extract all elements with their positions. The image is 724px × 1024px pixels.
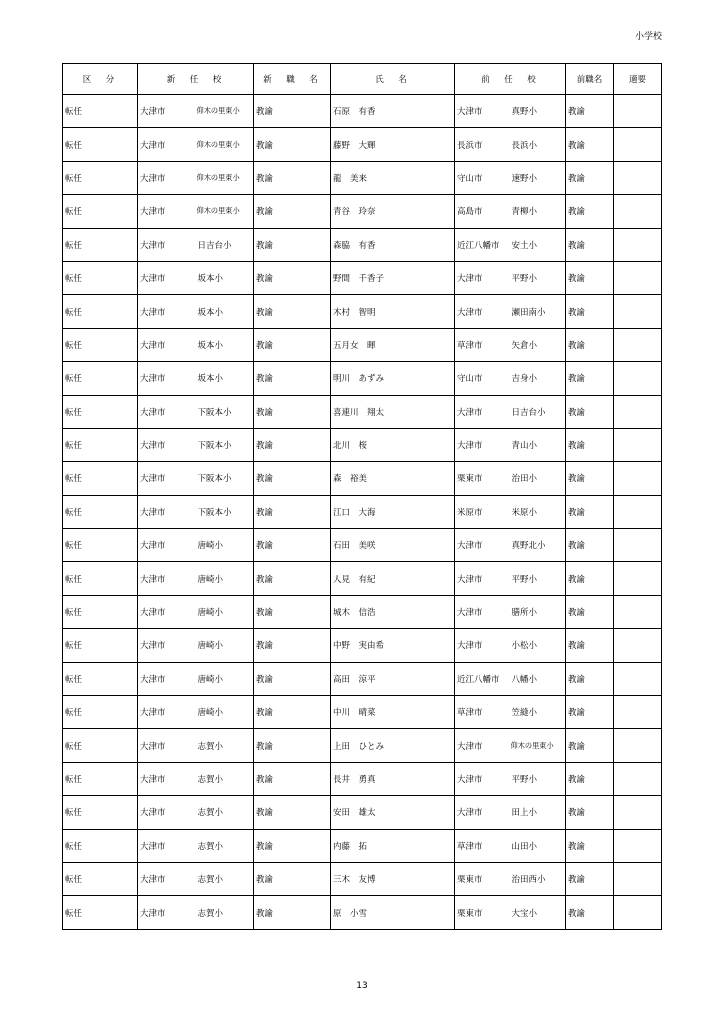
cell-name: 長井 勇真	[331, 762, 455, 795]
table-row	[63, 495, 662, 528]
cell-name: 五月女 暉	[331, 328, 455, 361]
cell-prev-city: 米原市	[455, 495, 510, 528]
table-row	[63, 662, 662, 695]
cell-kubun: 転任	[63, 261, 138, 294]
cell-new-title: 教諭	[254, 629, 331, 662]
cell-remarks	[614, 95, 662, 128]
header-new-school: 新 任 校	[138, 64, 254, 95]
cell-prev-school: 大宝小	[510, 896, 566, 929]
table-row	[63, 161, 662, 194]
table-row	[63, 762, 662, 795]
cell-prev-city: 守山市	[455, 161, 510, 194]
cell-prev-school: 平野小	[510, 261, 566, 294]
cell-prev-title: 教諭	[566, 696, 614, 729]
cell-prev-city: 草津市	[455, 696, 510, 729]
cell-prev-title: 教諭	[566, 862, 614, 895]
cell-prev-school: 長浜小	[510, 128, 566, 161]
cell-new-city: 大津市	[138, 395, 196, 428]
personnel-table	[62, 63, 662, 930]
cell-remarks	[614, 128, 662, 161]
cell-name: 野間 千香子	[331, 261, 455, 294]
cell-prev-city: 草津市	[455, 328, 510, 361]
cell-remarks	[614, 362, 662, 395]
header-prev-school: 前 任 校	[455, 64, 566, 95]
cell-new-school: 坂本小	[196, 328, 254, 361]
cell-prev-school: 小松小	[510, 629, 566, 662]
cell-name: 上田 ひとみ	[331, 729, 455, 762]
cell-new-title: 教諭	[254, 462, 331, 495]
cell-prev-school: 吉身小	[510, 362, 566, 395]
cell-prev-title: 教諭	[566, 562, 614, 595]
cell-prev-title: 教諭	[566, 128, 614, 161]
cell-new-city: 大津市	[138, 662, 196, 695]
cell-new-school: 唐崎小	[196, 662, 254, 695]
cell-prev-title: 教諭	[566, 529, 614, 562]
cell-remarks	[614, 762, 662, 795]
cell-prev-city: 近江八幡市	[455, 662, 510, 695]
cell-new-title: 教諭	[254, 595, 331, 628]
table-row	[63, 462, 662, 495]
cell-name: 明川 あずみ	[331, 362, 455, 395]
cell-new-school: 坂本小	[196, 295, 254, 328]
cell-prev-title: 教諭	[566, 896, 614, 929]
cell-new-title: 教諭	[254, 228, 331, 261]
cell-prev-city: 大津市	[455, 295, 510, 328]
cell-prev-city: 長浜市	[455, 128, 510, 161]
cell-kubun: 転任	[63, 862, 138, 895]
cell-new-title: 教諭	[254, 362, 331, 395]
cell-remarks	[614, 896, 662, 929]
cell-prev-title: 教諭	[566, 495, 614, 528]
cell-prev-school: 青柳小	[510, 195, 566, 228]
cell-prev-school: 仰木の里東小	[510, 729, 566, 762]
cell-remarks	[614, 328, 662, 361]
cell-new-city: 大津市	[138, 328, 196, 361]
table-row	[63, 295, 662, 328]
cell-remarks	[614, 595, 662, 628]
cell-new-title: 教諭	[254, 696, 331, 729]
cell-prev-city: 高島市	[455, 195, 510, 228]
cell-prev-school: 米原小	[510, 495, 566, 528]
cell-name: 安田 雄太	[331, 796, 455, 829]
cell-new-school: 下阪本小	[196, 495, 254, 528]
cell-new-title: 教諭	[254, 562, 331, 595]
cell-prev-title: 教諭	[566, 195, 614, 228]
cell-prev-city: 大津市	[455, 428, 510, 461]
cell-name: 木村 智明	[331, 295, 455, 328]
cell-prev-title: 教諭	[566, 161, 614, 194]
cell-name: 三木 友博	[331, 862, 455, 895]
cell-new-school: 仰木の里東小	[196, 195, 254, 228]
cell-prev-city: 大津市	[455, 729, 510, 762]
cell-new-city: 大津市	[138, 462, 196, 495]
cell-new-city: 大津市	[138, 829, 196, 862]
cell-remarks	[614, 696, 662, 729]
cell-prev-school: 治田西小	[510, 862, 566, 895]
cell-prev-title: 教諭	[566, 462, 614, 495]
cell-kubun: 転任	[63, 195, 138, 228]
table-row	[63, 328, 662, 361]
cell-kubun: 転任	[63, 95, 138, 128]
cell-kubun: 転任	[63, 328, 138, 361]
cell-prev-title: 教諭	[566, 829, 614, 862]
cell-new-school: 坂本小	[196, 362, 254, 395]
cell-new-school: 唐崎小	[196, 562, 254, 595]
header-name: 氏 名	[331, 64, 455, 95]
cell-remarks	[614, 261, 662, 294]
cell-new-city: 大津市	[138, 161, 196, 194]
cell-kubun: 転任	[63, 428, 138, 461]
cell-kubun: 転任	[63, 462, 138, 495]
cell-prev-title: 教諭	[566, 796, 614, 829]
cell-kubun: 転任	[63, 362, 138, 395]
cell-remarks	[614, 161, 662, 194]
cell-new-title: 教諭	[254, 495, 331, 528]
header-kubun: 区 分	[63, 64, 138, 95]
cell-prev-city: 大津市	[455, 562, 510, 595]
cell-new-city: 大津市	[138, 529, 196, 562]
cell-remarks	[614, 562, 662, 595]
cell-remarks	[614, 495, 662, 528]
table-row	[63, 362, 662, 395]
cell-prev-city: 大津市	[455, 529, 510, 562]
cell-name: 藤野 大輝	[331, 128, 455, 161]
table-body	[63, 95, 662, 930]
cell-prev-school: 八幡小	[510, 662, 566, 695]
cell-name: 内藤 拓	[331, 829, 455, 862]
cell-new-school: 日吉台小	[196, 228, 254, 261]
cell-remarks	[614, 428, 662, 461]
table-row	[63, 128, 662, 161]
cell-new-city: 大津市	[138, 228, 196, 261]
cell-prev-school: 速野小	[510, 161, 566, 194]
cell-prev-city: 大津市	[455, 762, 510, 795]
table-row	[63, 395, 662, 428]
cell-kubun: 転任	[63, 495, 138, 528]
cell-new-city: 大津市	[138, 696, 196, 729]
table-row	[63, 195, 662, 228]
cell-prev-city: 大津市	[455, 796, 510, 829]
cell-prev-title: 教諭	[566, 662, 614, 695]
cell-prev-school: 矢倉小	[510, 328, 566, 361]
cell-prev-city: 守山市	[455, 362, 510, 395]
cell-new-city: 大津市	[138, 128, 196, 161]
page-label: 小学校	[634, 32, 662, 42]
table-row	[63, 95, 662, 128]
cell-kubun: 転任	[63, 128, 138, 161]
cell-prev-city: 大津市	[455, 95, 510, 128]
cell-name: 龍 美来	[331, 161, 455, 194]
cell-prev-city: 大津市	[455, 261, 510, 294]
cell-kubun: 転任	[63, 729, 138, 762]
cell-new-title: 教諭	[254, 195, 331, 228]
table-row	[63, 896, 662, 929]
cell-prev-title: 教諭	[566, 629, 614, 662]
cell-remarks	[614, 796, 662, 829]
cell-new-title: 教諭	[254, 529, 331, 562]
table-header-row	[63, 64, 662, 95]
table-row	[63, 595, 662, 628]
cell-prev-city: 栗東市	[455, 896, 510, 929]
cell-new-city: 大津市	[138, 762, 196, 795]
cell-new-city: 大津市	[138, 195, 196, 228]
cell-prev-city: 近江八幡市	[455, 228, 510, 261]
table-row	[63, 261, 662, 294]
cell-new-city: 大津市	[138, 896, 196, 929]
cell-new-school: 仰木の里東小	[196, 95, 254, 128]
cell-new-title: 教諭	[254, 729, 331, 762]
cell-prev-title: 教諭	[566, 395, 614, 428]
cell-remarks	[614, 395, 662, 428]
table-row	[63, 629, 662, 662]
cell-new-school: 仰木の里東小	[196, 128, 254, 161]
cell-new-title: 教諭	[254, 95, 331, 128]
cell-prev-school: 膳所小	[510, 595, 566, 628]
cell-name: 中川 晴菜	[331, 696, 455, 729]
cell-remarks	[614, 529, 662, 562]
cell-new-title: 教諭	[254, 128, 331, 161]
cell-remarks	[614, 729, 662, 762]
header-remarks: 適要	[614, 64, 662, 95]
cell-new-city: 大津市	[138, 428, 196, 461]
cell-kubun: 転任	[63, 595, 138, 628]
cell-new-title: 教諭	[254, 161, 331, 194]
table-row	[63, 729, 662, 762]
cell-kubun: 転任	[63, 829, 138, 862]
cell-new-school: 志賀小	[196, 762, 254, 795]
cell-new-city: 大津市	[138, 862, 196, 895]
cell-prev-school: 田上小	[510, 796, 566, 829]
cell-new-city: 大津市	[138, 729, 196, 762]
cell-kubun: 転任	[63, 796, 138, 829]
cell-prev-title: 教諭	[566, 428, 614, 461]
table-row	[63, 696, 662, 729]
cell-remarks	[614, 862, 662, 895]
cell-new-city: 大津市	[138, 261, 196, 294]
page-number: 13	[356, 981, 368, 991]
cell-name: 高田 涼平	[331, 662, 455, 695]
cell-new-school: 志賀小	[196, 829, 254, 862]
cell-prev-title: 教諭	[566, 261, 614, 294]
cell-kubun: 転任	[63, 629, 138, 662]
cell-new-title: 教諭	[254, 395, 331, 428]
cell-prev-title: 教諭	[566, 295, 614, 328]
cell-new-title: 教諭	[254, 295, 331, 328]
cell-remarks	[614, 829, 662, 862]
table-row	[63, 796, 662, 829]
cell-new-school: 唐崎小	[196, 595, 254, 628]
cell-remarks	[614, 629, 662, 662]
cell-new-school: 下阪本小	[196, 428, 254, 461]
cell-new-city: 大津市	[138, 629, 196, 662]
cell-prev-school: 瀬田南小	[510, 295, 566, 328]
cell-new-school: 唐崎小	[196, 696, 254, 729]
cell-new-city: 大津市	[138, 295, 196, 328]
cell-kubun: 転任	[63, 562, 138, 595]
cell-kubun: 転任	[63, 295, 138, 328]
cell-prev-city: 栗東市	[455, 862, 510, 895]
cell-new-city: 大津市	[138, 495, 196, 528]
cell-kubun: 転任	[63, 228, 138, 261]
cell-new-city: 大津市	[138, 95, 196, 128]
header-new-title: 新 職 名	[254, 64, 331, 95]
cell-kubun: 転任	[63, 662, 138, 695]
table-row	[63, 829, 662, 862]
cell-name: 石原 有香	[331, 95, 455, 128]
table-row	[63, 562, 662, 595]
cell-kubun: 転任	[63, 395, 138, 428]
cell-name: 北川 桜	[331, 428, 455, 461]
cell-prev-school: 安土小	[510, 228, 566, 261]
cell-prev-school: 治田小	[510, 462, 566, 495]
cell-new-title: 教諭	[254, 662, 331, 695]
cell-prev-city: 大津市	[455, 595, 510, 628]
cell-remarks	[614, 228, 662, 261]
cell-prev-city: 大津市	[455, 395, 510, 428]
table-row	[63, 862, 662, 895]
cell-name: 中野 実由希	[331, 629, 455, 662]
cell-name: 石田 美咲	[331, 529, 455, 562]
cell-name: 森 裕美	[331, 462, 455, 495]
cell-remarks	[614, 462, 662, 495]
cell-prev-title: 教諭	[566, 729, 614, 762]
cell-new-city: 大津市	[138, 796, 196, 829]
cell-remarks	[614, 195, 662, 228]
cell-prev-title: 教諭	[566, 362, 614, 395]
cell-new-school: 仰木の里東小	[196, 161, 254, 194]
cell-prev-city: 大津市	[455, 629, 510, 662]
cell-prev-school: 真野小	[510, 95, 566, 128]
cell-remarks	[614, 295, 662, 328]
cell-new-title: 教諭	[254, 829, 331, 862]
cell-prev-title: 教諭	[566, 328, 614, 361]
cell-new-school: 下阪本小	[196, 395, 254, 428]
cell-prev-school: 平野小	[510, 762, 566, 795]
cell-kubun: 転任	[63, 161, 138, 194]
cell-prev-school: 平野小	[510, 562, 566, 595]
table-row	[63, 428, 662, 461]
cell-new-school: 坂本小	[196, 261, 254, 294]
cell-remarks	[614, 662, 662, 695]
cell-prev-school: 日吉台小	[510, 395, 566, 428]
cell-new-title: 教諭	[254, 796, 331, 829]
cell-name: 喜連川 翔太	[331, 395, 455, 428]
cell-prev-city: 草津市	[455, 829, 510, 862]
cell-new-title: 教諭	[254, 261, 331, 294]
cell-name: 森脇 有香	[331, 228, 455, 261]
cell-new-title: 教諭	[254, 428, 331, 461]
cell-new-school: 志賀小	[196, 729, 254, 762]
cell-name: 城木 信浩	[331, 595, 455, 628]
cell-new-school: 志賀小	[196, 796, 254, 829]
cell-new-city: 大津市	[138, 562, 196, 595]
cell-prev-school: 青山小	[510, 428, 566, 461]
cell-new-school: 唐崎小	[196, 529, 254, 562]
cell-prev-school: 山田小	[510, 829, 566, 862]
cell-name: 人見 有紀	[331, 562, 455, 595]
cell-new-school: 志賀小	[196, 862, 254, 895]
header-prev-title: 前職名	[566, 64, 614, 95]
cell-kubun: 転任	[63, 696, 138, 729]
cell-kubun: 転任	[63, 896, 138, 929]
table-row	[63, 529, 662, 562]
cell-prev-school: 真野北小	[510, 529, 566, 562]
cell-new-title: 教諭	[254, 862, 331, 895]
cell-prev-title: 教諭	[566, 228, 614, 261]
cell-name: 青谷 玲奈	[331, 195, 455, 228]
cell-new-school: 下阪本小	[196, 462, 254, 495]
cell-prev-title: 教諭	[566, 762, 614, 795]
cell-kubun: 転任	[63, 529, 138, 562]
table-row	[63, 228, 662, 261]
cell-prev-city: 栗東市	[455, 462, 510, 495]
cell-new-school: 唐崎小	[196, 629, 254, 662]
cell-new-city: 大津市	[138, 595, 196, 628]
cell-new-school: 志賀小	[196, 896, 254, 929]
cell-prev-title: 教諭	[566, 595, 614, 628]
cell-new-title: 教諭	[254, 896, 331, 929]
cell-kubun: 転任	[63, 762, 138, 795]
cell-name: 原 小雪	[331, 896, 455, 929]
cell-prev-school: 笠縫小	[510, 696, 566, 729]
cell-new-city: 大津市	[138, 362, 196, 395]
cell-new-title: 教諭	[254, 762, 331, 795]
cell-prev-title: 教諭	[566, 95, 614, 128]
cell-new-title: 教諭	[254, 328, 331, 361]
cell-name: 江口 大海	[331, 495, 455, 528]
